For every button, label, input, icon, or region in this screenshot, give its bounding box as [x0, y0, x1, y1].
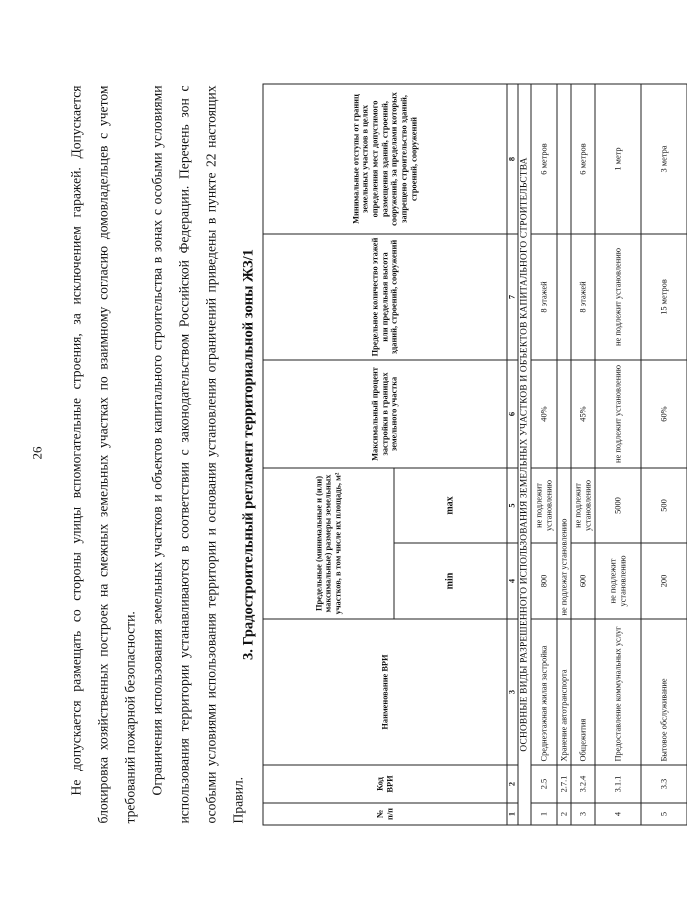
header-size: Предельные (минимальные и (или) максимальные) размеры земельных участков, в том числе их площадь, м² — [263, 468, 394, 619]
cell-max: не подлежит установлению — [571, 468, 595, 543]
cell-name: Среднеэтажная жилая застройка — [531, 619, 557, 765]
cell-percent: 45% — [571, 360, 595, 468]
cell-num: 4 — [595, 803, 641, 825]
cell-setback: 3 метра — [641, 84, 687, 234]
cell-min: не подлежит установлению — [595, 543, 641, 619]
cell-setback: 6 метров — [571, 84, 595, 234]
table-row — [571, 84, 595, 825]
cell-max: 500 — [641, 468, 687, 543]
regulations-table — [262, 83, 687, 825]
index-cell: 5 — [507, 468, 518, 543]
cell-num: 2 — [557, 803, 571, 825]
cell-name: Общежития — [571, 619, 595, 765]
cell-setback: 1 метр — [595, 84, 641, 234]
section-title-row: ОСНОВНЫЕ ВИДЫ РАЗРЕШЕННОГО ИСПОЛЬЗОВАНИЯ ЗЕМЕЛЬНЫХ УЧАСТКОВ И ОБЪЕКТОВ КАПИТАЛЬНОГО СТРОИТЕЛЬСТВА — [517, 84, 531, 825]
cell-code: 2.7.1 — [557, 765, 571, 803]
cell-percent: 40% — [531, 360, 557, 468]
cell-min: 200 — [641, 543, 687, 619]
cell-min: 600 — [571, 543, 595, 619]
index-cell: 3 — [507, 619, 518, 765]
header-floors: Предельное количество этажей или предельная высота зданий, строений, сооружений — [263, 234, 507, 360]
cell-floors: 15 метров — [641, 234, 687, 360]
cell-max: не подлежит установлению — [531, 468, 557, 543]
cell-minmax: не подлежат установлению — [557, 468, 571, 619]
header-name: Наименование ВРИ — [263, 619, 507, 765]
index-row — [507, 84, 518, 825]
paragraph-garages: Не допускается размещать со стороны улицы вспомогательные строения, за исключением гаражей. Допускается блокировка хозяйственных построек на смежных земельных участках по взаимному согласию домовладельцев с учетом требований пожарной безопасности. — [68, 85, 137, 823]
cell-empty — [557, 234, 571, 360]
table-row — [595, 84, 641, 825]
cell-percent: не подлежит установлению — [595, 360, 641, 468]
section-heading: 3. Градостроительный регламент территориальной зоны ЖЗ/1 — [240, 248, 256, 660]
cell-empty — [557, 84, 571, 234]
cell-num: 3 — [571, 803, 595, 825]
cell-name: Хранение автотранспорта — [557, 619, 571, 765]
page-number: 26 — [29, 446, 44, 459]
paragraph-restrictions: Ограничения использования земельных участков и объектов капитального строительства в зонах с особыми условиями использования территории устанавливаются в соответствии с законодательством Российской Федерации. Перечень зон с особыми условиями использования территории и основания установления ограничений приведены в пункте 22 настоящих Правил. — [149, 85, 245, 823]
cell-code: 2.5 — [531, 765, 557, 803]
header-min: min — [394, 543, 507, 619]
header-max: max — [394, 468, 507, 543]
header-num: № п/п — [263, 803, 507, 825]
cell-floors: 8 этажей — [531, 234, 557, 360]
table-row — [641, 84, 687, 825]
cell-code: 3.1.1 — [595, 765, 641, 803]
header-percent: Максимальный процент застройки в границах земельного участка — [263, 360, 507, 468]
header-setback: Минимальные отступы от границ земельных участков в целях определения мест допустимого размещения зданий, строений, сооружений, за пределами которых запрещено строительство зданий, строений, сооружений — [263, 84, 507, 234]
table-row — [531, 84, 557, 825]
cell-name: Предоставление коммунальных услуг — [595, 619, 641, 765]
table-row — [557, 84, 571, 825]
cell-max: 5000 — [595, 468, 641, 543]
cell-min: 800 — [531, 543, 557, 619]
cell-code: 3.2.4 — [571, 765, 595, 803]
index-cell: 8 — [507, 84, 518, 234]
cell-empty — [557, 360, 571, 468]
cell-percent: 60% — [641, 360, 687, 468]
index-cell: 4 — [507, 543, 518, 619]
cell-floors: 8 этажей — [571, 234, 595, 360]
cell-name: Бытовое обслуживание — [641, 619, 687, 765]
header-code: Код ВРИ — [263, 765, 507, 803]
cell-num: 5 — [641, 803, 687, 825]
index-cell: 2 — [507, 765, 518, 803]
cell-floors: не подлежит установлению — [595, 234, 641, 360]
cell-code: 3.3 — [641, 765, 687, 803]
cell-num: 1 — [531, 803, 557, 825]
index-cell: 1 — [507, 803, 518, 825]
index-cell: 7 — [507, 234, 518, 360]
cell-setback: 6 метров — [531, 84, 557, 234]
index-cell: 6 — [507, 360, 518, 468]
